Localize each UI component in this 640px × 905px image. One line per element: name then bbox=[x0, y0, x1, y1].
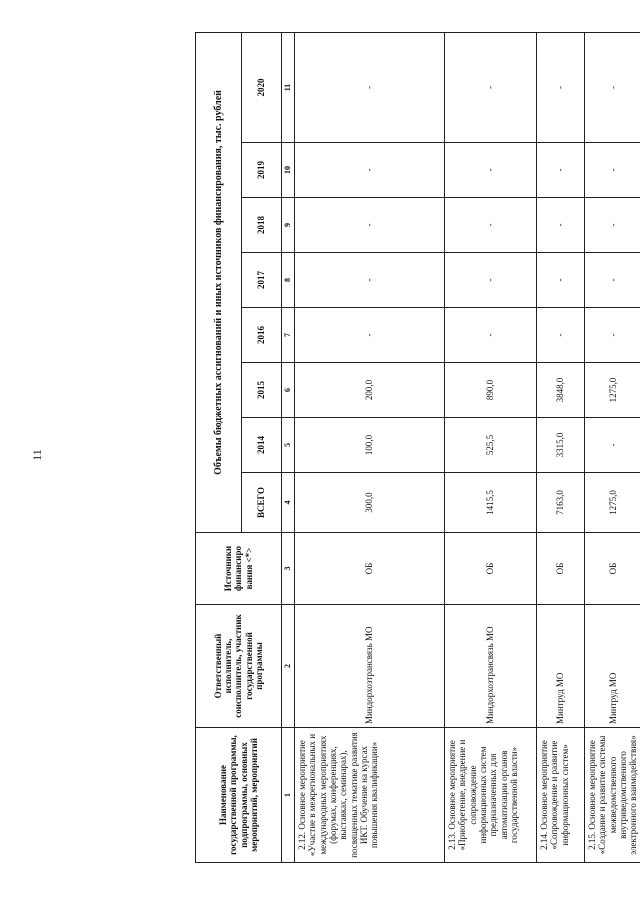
row-value-2014: 525,5 bbox=[445, 418, 537, 473]
row-value-2015: 200,0 bbox=[295, 363, 445, 418]
header-year-total: ВСЕГО bbox=[242, 473, 282, 533]
row-value-2015: 1275,0 bbox=[585, 363, 640, 418]
row-value-total: 1275,0 bbox=[585, 473, 640, 533]
row-value-2014: - bbox=[585, 418, 640, 473]
header-program-name: Наименование государственной программы, подпрограммы, основных мероприятий, мероприятий bbox=[196, 728, 282, 863]
column-number-row bbox=[282, 32, 295, 862]
table-row bbox=[445, 32, 537, 862]
row-value-2014: 3315,0 bbox=[537, 418, 585, 473]
column-number: 3 bbox=[282, 533, 295, 605]
row-value-2016: - bbox=[295, 308, 445, 363]
header-year-2017: 2017 bbox=[242, 253, 282, 308]
row-value-2020: - bbox=[537, 32, 585, 142]
row-value-2019: - bbox=[445, 143, 537, 198]
table-row bbox=[585, 32, 640, 862]
header-funding-source: Источники финансиро вания <*> bbox=[196, 533, 282, 605]
row-value-2015: 890,0 bbox=[445, 363, 537, 418]
column-number: 5 bbox=[282, 418, 295, 473]
header-year-2015: 2015 bbox=[242, 363, 282, 418]
row-value-2016: - bbox=[445, 308, 537, 363]
row-value-2015: 3848,0 bbox=[537, 363, 585, 418]
column-number: 8 bbox=[282, 253, 295, 308]
row-funding-source: ОБ bbox=[585, 533, 640, 605]
row-value-2020: - bbox=[445, 32, 537, 142]
header-responsible: Ответственный исполнитель, соисполнитель, участник государственной программы bbox=[196, 605, 282, 728]
row-value-total: 1415,5 bbox=[445, 473, 537, 533]
row-value-2018: - bbox=[585, 198, 640, 253]
row-value-2016: - bbox=[585, 308, 640, 363]
header-year-2018: 2018 bbox=[242, 198, 282, 253]
column-number: 1 bbox=[282, 728, 295, 863]
row-program-name: 2.13. Основное мероприятие «Приобретение, внедрение и сопровождение информационных систем предназначенных для автоматизации органов государственной власти» bbox=[445, 728, 537, 863]
row-responsible: Миндорхозтрансвязь МО bbox=[295, 605, 445, 728]
header-year-2020: 2020 bbox=[242, 32, 282, 142]
row-value-total: 7163,0 bbox=[537, 473, 585, 533]
row-responsible: Минтруд МО bbox=[537, 605, 585, 728]
row-program-name: 2.14. Основное мероприятие «Сопровождение и развитие информационных систем» bbox=[537, 728, 585, 863]
budget-table bbox=[195, 32, 640, 863]
row-value-2018: - bbox=[537, 198, 585, 253]
row-value-2020: - bbox=[585, 32, 640, 142]
table-row bbox=[295, 32, 445, 862]
column-number: 9 bbox=[282, 198, 295, 253]
header-year-2016: 2016 bbox=[242, 308, 282, 363]
table-row bbox=[537, 32, 585, 862]
column-number: 4 bbox=[282, 473, 295, 533]
column-number: 10 bbox=[282, 143, 295, 198]
row-value-2019: - bbox=[585, 143, 640, 198]
row-responsible: Минтруд МО bbox=[585, 605, 640, 728]
budget-table-region bbox=[195, 33, 639, 863]
row-value-2019: - bbox=[295, 143, 445, 198]
row-value-2019: - bbox=[537, 143, 585, 198]
column-number: 7 bbox=[282, 308, 295, 363]
header-funding-volumes: Объемы бюджетных ассигнований и иных источников финансирования, тыс. рублей bbox=[196, 32, 242, 532]
column-number: 6 bbox=[282, 363, 295, 418]
header-year-2014: 2014 bbox=[242, 418, 282, 473]
row-value-2018: - bbox=[445, 198, 537, 253]
column-number: 2 bbox=[282, 605, 295, 728]
row-responsible: Миндорхозтрансвязь МО bbox=[445, 605, 537, 728]
row-funding-source: ОБ bbox=[537, 533, 585, 605]
row-value-total: 300,0 bbox=[295, 473, 445, 533]
column-number: 11 bbox=[282, 32, 295, 142]
page-number: 11 bbox=[29, 449, 44, 461]
row-value-2017: - bbox=[445, 253, 537, 308]
row-funding-source: ОБ bbox=[295, 533, 445, 605]
row-value-2014: 100,0 bbox=[295, 418, 445, 473]
row-value-2017: - bbox=[537, 253, 585, 308]
row-value-2020: - bbox=[295, 32, 445, 142]
row-value-2018: - bbox=[295, 198, 445, 253]
row-program-name: 2.12. Основное мероприятие «Участие в межрегиональных и международных мероприятиях (форумах, конференциях, выставках, семинарах), посвященных тематике развития ИКТ. Обучение на курсах повышения квалификации» bbox=[295, 728, 445, 863]
header-year-2019: 2019 bbox=[242, 143, 282, 198]
row-value-2017: - bbox=[585, 253, 640, 308]
row-program-name: 2.15. Основное мероприятие «Создание и развитие системы межведомственного внутриведомственного электронного взаимодействия» bbox=[585, 728, 640, 863]
row-value-2016: - bbox=[537, 308, 585, 363]
row-value-2017: - bbox=[295, 253, 445, 308]
row-funding-source: ОБ bbox=[445, 533, 537, 605]
rotated-table-container bbox=[195, 33, 639, 863]
